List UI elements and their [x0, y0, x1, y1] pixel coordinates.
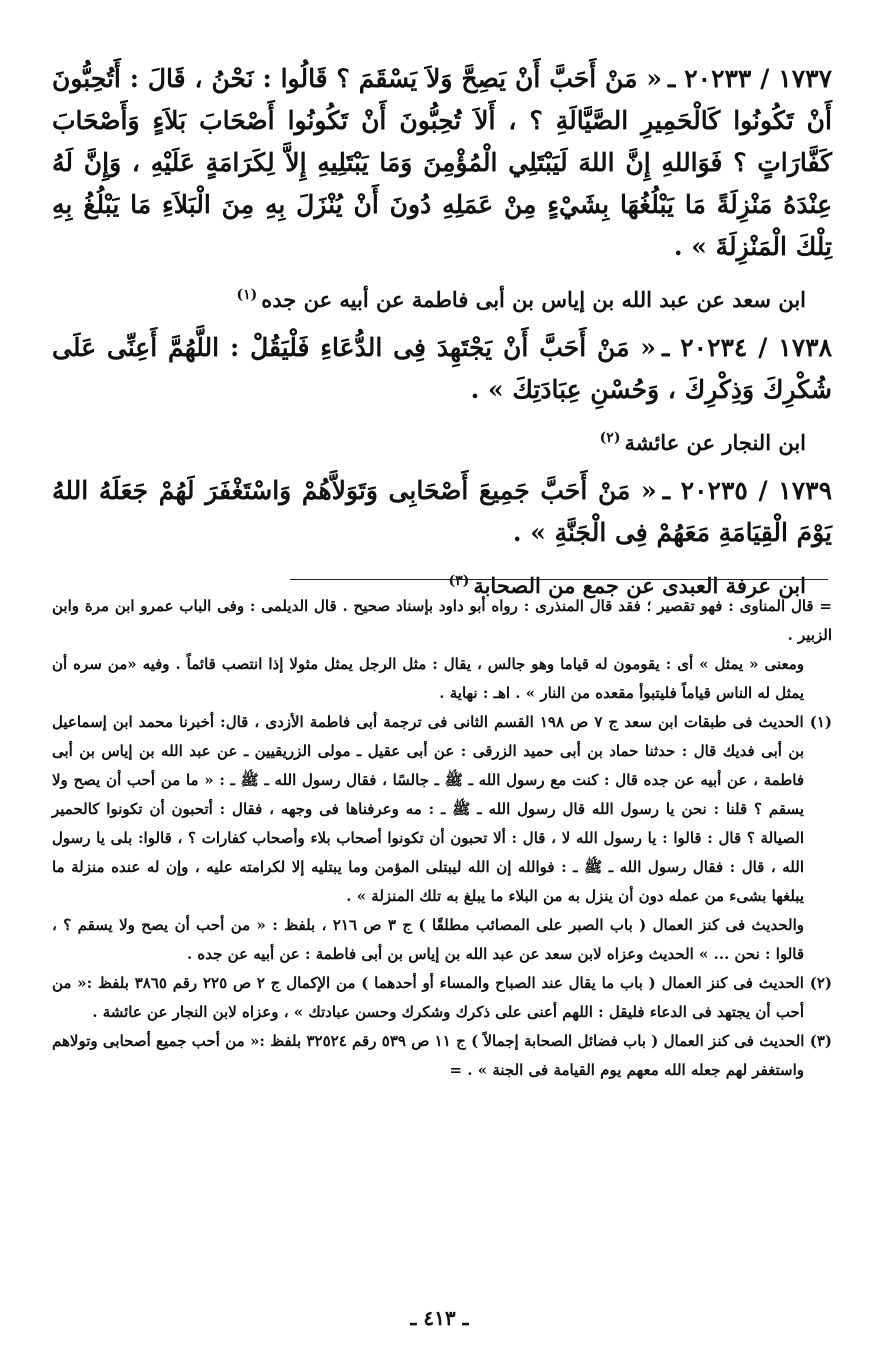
- hadith-3: [52, 470, 832, 601]
- footnote-2: (٢) الحديث فى كنز العمال ( باب ما يقال عند الصباح والمساء أو أحدهما ) من الإكمال ج ٢ ص ٢٢٥ رقم ٣٨٦٥ بلفظ :« من أحب أن يجتهد فى الدعاء فليقل : اللهم أعنى على ذكرك وشكرك وحسن عبادتك » ، وعزاه لابن النجار عن عائشة .: [52, 974, 832, 1021]
- footnote-continuation: = قال المناوى : فهو تقصير ؛ فقد قال المنذرى : رواه أبو داود بإسناد صحيح . قال الديلمى : وفى الباب عمرو ابن مرة وابن الزبير .: [52, 597, 832, 644]
- footnote-divider: [290, 579, 828, 580]
- page-number: ـ ٤١٣ ـ: [410, 1306, 469, 1330]
- hadith-body: « مَنْ أَحَبَّ جَمِيعَ أَصْحَابِى وَتَوَلاَّهُمْ وَاسْتَغْفَرَ لَهُمْ جَعَلَهُ اللهُ يَوْمَ الْقِيَامَةِ مَعَهُمْ فِى الْجَنَّةِ » .: [52, 476, 832, 547]
- source-text: ابن عرفة العبدى عن جمع من الصحابة: [473, 573, 806, 598]
- hadith-number: ١٧٣٨ / ٢٠٢٣٤ ـ: [662, 333, 832, 362]
- hadith-text: [52, 327, 832, 411]
- hadith-source: [52, 280, 806, 315]
- hadith-text: [52, 470, 832, 554]
- footnote-3: (٣) الحديث فى كنز العمال ( باب فضائل الصحابة إجمالاً ) ج ١١ ص ٥٣٩ رقم ٣٢٥٢٤ بلفظ :« من أحب جميع أصحابى وتولاهم واستغفر لهم جعله الله معهم يوم القيامة فى الجنة » . =: [52, 1032, 833, 1079]
- footnote-ref: (١): [236, 287, 258, 303]
- footnotes: [52, 592, 832, 1085]
- hadith-1: [52, 58, 832, 315]
- footnote-1: (١) الحديث فى طبقات ابن سعد ج ٧ ص ١٩٨ القسم الثانى فى ترجمة أبى فاطمة الأزدى ، قال: أخبرنا محمد ابن إسماعيل بن أبى فديك قال : حدثنا حماد بن أبى حميد الزرقى : عن أبى عقيل ـ مولى الزريقيين ـ عن عبد الله بن إياس بن أبى فاطمة ، عن أبيه عن جده قال : كنت مع رسول الله ـ ﷺ ـ جالسًا ، فقال رسول الله ـ ﷺ ـ : « ما من أحب أن يصح ولا يسقم ؟ قلنا : نحن يا رسول الله قال رسول الله ـ ﷺ ـ : مه وعرفناها فى وجهه ، فقال : أتحبون أن تكونوا كالحمير الصيالة ؟ قال : قالوا : يا رسول الله لا ، قال : ألا تحبون أن تكونوا أصحاب بلاء وأصحاب كفارات ؟ ، قالوا: بلى يا رسول الله ، قال : فقال رسول الله ـ ﷺ ـ : فوالله إن الله ليبتلى المؤمن وما يبتليه إلا لكرامته عليه ، وإن له عنده منزلة ما يبلغها بشىء من عمله دون أن ينزل به من البلاء ما يبلغ به تلك المنزلة » .: [52, 713, 832, 905]
- hadith-source: [52, 423, 806, 458]
- hadith-body: « مَنْ أَحَبَّ أَنْ يَصِحَّ وَلاَ يَسْقَمَ ؟ قَالُوا : نَحْنُ ، قَالَ : أَتُحِبُّونَ أَنْ تَكُونُوا كَالْحَمِيرِ الصَّيَّالَةِ ؟ ، أَلاَ تُحِبُّونَ أَنْ تَكُونُوا أَصْحَابَ بَلاَءٍ وَأَصْحَابَ كَفَّارَاتٍ ؟ فَوَاللهِ إِنَّ اللهَ لَيَبْتَلِي الْمُؤْمِنَ وَمَا يَبْتَلِيهِ إِلاَّ لِكَرَامَةٍ عَلَيْهِ ، وَإِنَّ لَهُ عِنْدَهُ مَنْزِلَةً مَا يَبْلُغُهَا بِشَيْءٍ مِنْ عَمَلِهِ دُونَ أَنْ يُنْزَلَ بِهِ مِنَ الْبَلاَءِ مَا يَبْلُغُ بِهِ تِلْكَ الْمَنْزِلَةَ » .: [52, 64, 832, 261]
- source-text: ابن سعد عن عبد الله بن إياس بن أبى فاطمة عن أبيه عن جده: [261, 287, 806, 312]
- hadith-number: ١٧٣٩ / ٢٠٢٣٥ ـ: [662, 476, 833, 505]
- footnote-ref: (٢): [599, 430, 621, 446]
- footnote-paragraph: والحديث فى كنز العمال ( باب الصبر على المصائب مطلقًا ) ج ٣ ص ٢١٦ ، بلفظ : « من أحب أن يصح ولا يسقم ؟ ، قالوا : نحن ... » الحديث وعزاه لابن سعد عن عبد الله بن إياس بن أبى فاطمة : عن أبيه عن جده .: [52, 916, 804, 963]
- footnote-ref: (٣): [448, 573, 470, 589]
- hadith-2: [52, 327, 832, 458]
- hadith-body: « مَنْ أَحَبَّ أَنْ يَجْتَهِدَ فِى الدُّعَاءِ فَلْيَقُلْ : اللَّهُمَّ أَعِنِّى عَلَى شُكْرِكَ وَذِكْرِكَ ، وَحُسْنِ عِبَادَتِكَ » .: [52, 333, 832, 404]
- footnote-paragraph: ومعنى « يمثل » أى : يقومون له قياما وهو جالس ، يقال : مثل الرجل يمثل مثولا إذا انتصب قائماً . وفيه «من سره أن يمثل له الناس قياماً فليتبوأ مقعده من النار » . اهـ : نهاية .: [52, 655, 804, 702]
- main-text: [52, 58, 832, 613]
- hadith-text: [52, 58, 832, 268]
- source-text: ابن النجار عن عائشة: [624, 430, 806, 455]
- hadith-number: ١٧٣٧ / ٢٠٢٣٣ ـ: [668, 64, 832, 93]
